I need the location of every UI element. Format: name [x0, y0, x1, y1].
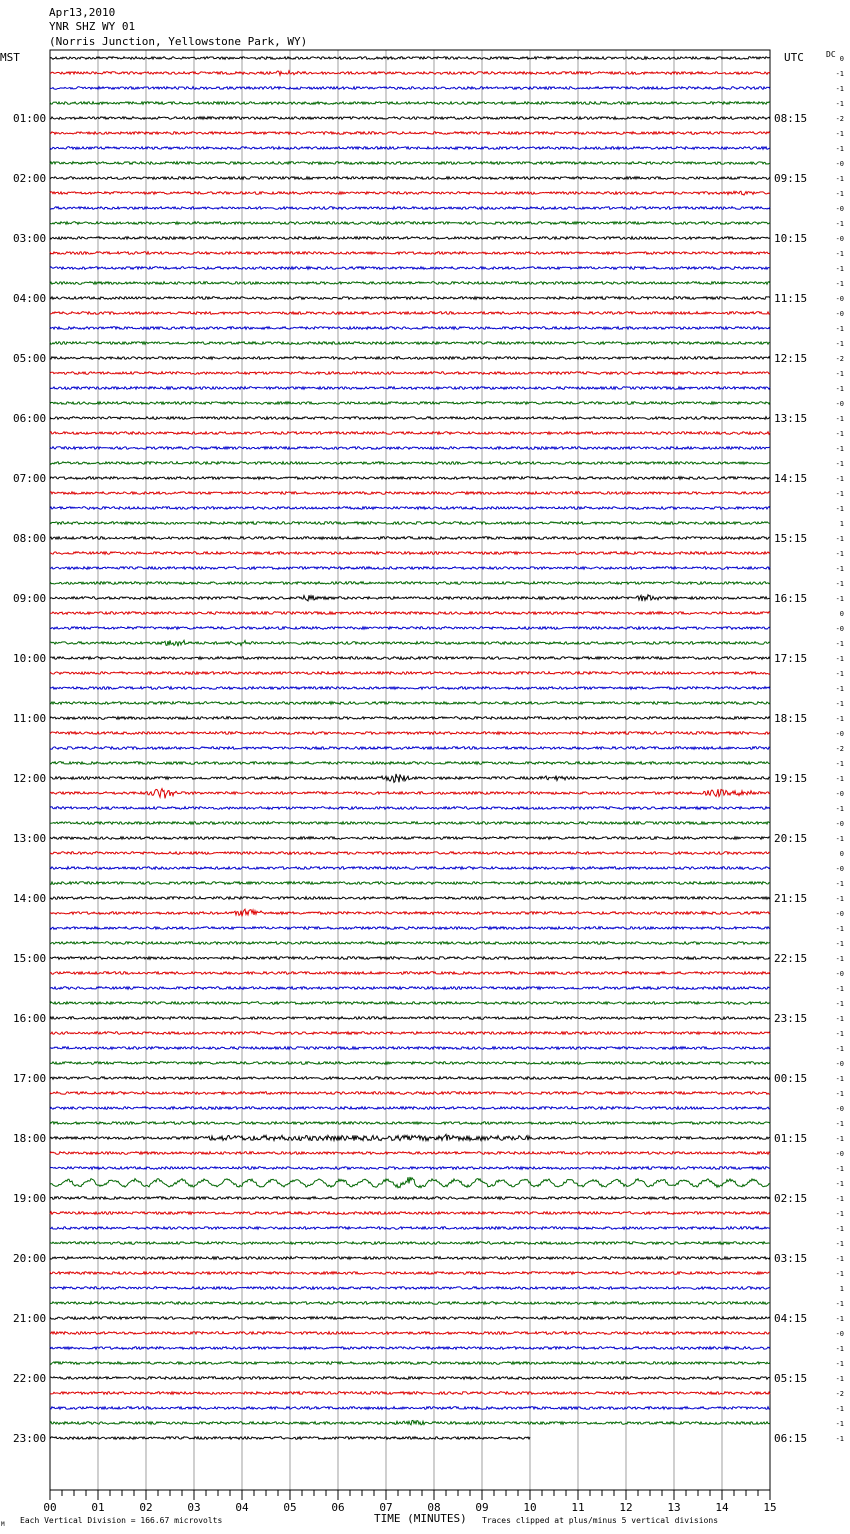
trace-line: [50, 732, 770, 735]
dc-offset-label: -1: [835, 1210, 844, 1218]
station-title: YNR SHZ WY 01: [49, 20, 136, 33]
trace-line: [50, 297, 770, 300]
utc-hour-label: 15:15: [774, 532, 808, 545]
clip-note: Traces clipped at plus/minus 5 vertical divisions: [482, 1516, 719, 1525]
trace-line: [50, 1152, 770, 1155]
dc-offset-label: -1: [835, 880, 844, 888]
date-title: Apr13,2010: [49, 6, 116, 19]
dc-offset-label: -1: [835, 265, 844, 273]
utc-hour-label: 11:15: [774, 292, 808, 305]
utc-hour-label: 13:15: [774, 412, 808, 425]
dc-offset-label: 1: [839, 520, 844, 528]
mst-hour-label: 01:00: [13, 112, 47, 125]
dc-offset-label: -1: [835, 460, 844, 468]
trace-line: [50, 492, 770, 495]
trace-line: [50, 957, 770, 960]
utc-hour-label: 06:15: [774, 1432, 808, 1445]
x-tick-label: 00: [43, 1501, 57, 1514]
trace-line: [50, 612, 770, 615]
dc-offset-label: -1: [835, 940, 844, 948]
dc-offset-label: -1: [835, 445, 844, 453]
dc-offset-label: -0: [835, 970, 844, 978]
dc-offset-label: -1: [835, 175, 844, 183]
trace-line: [50, 942, 770, 945]
trace-line: [50, 972, 770, 975]
dc-offset-label: -0: [835, 400, 844, 408]
utc-hour-label: 04:15: [774, 1312, 808, 1325]
dc-offset-label: -1: [835, 145, 844, 153]
location-title: (Norris Junction, Yellowstone Park, WY): [49, 35, 308, 48]
dc-offset-label: -1: [835, 370, 844, 378]
trace-line: [50, 1062, 770, 1065]
trace-line: [50, 837, 770, 840]
utc-hour-labels: [774, 112, 807, 1445]
trace-line: [50, 162, 770, 165]
dc-offset-label: -1: [835, 1120, 844, 1128]
dc-offset-label: -1: [835, 325, 844, 333]
dc-offset-label: -1: [835, 595, 844, 603]
trace-line: [50, 432, 770, 435]
trace-line: [50, 87, 770, 90]
trace-line: [50, 1002, 770, 1005]
trace-line: [50, 402, 770, 405]
dc-offset-label: -1: [835, 1180, 844, 1188]
trace-line: [50, 1107, 770, 1110]
dc-offset-label: -1: [835, 130, 844, 138]
dc-offset-label: -1: [835, 1255, 844, 1263]
mst-hour-label: 14:00: [13, 892, 47, 905]
trace-line: [50, 687, 770, 690]
trace-line: [50, 1257, 770, 1260]
utc-hour-label: 17:15: [774, 652, 808, 665]
trace-line: [50, 595, 770, 601]
utc-hour-label: 20:15: [774, 832, 808, 845]
trace-line: [50, 627, 770, 630]
trace-line: [50, 702, 770, 705]
mst-hour-label: 07:00: [13, 472, 47, 485]
dc-offset-label: -1: [835, 685, 844, 693]
x-tick-label: 10: [523, 1501, 537, 1514]
dc-offset-label: -2: [835, 355, 844, 363]
dc-offset-label: 0: [839, 610, 844, 618]
mst-hour-label: 16:00: [13, 1012, 47, 1025]
trace-line: [50, 882, 770, 885]
dc-offset-label: -1: [835, 1420, 844, 1428]
dc-offset-label: -2: [835, 1390, 844, 1398]
trace-line: [50, 1317, 770, 1320]
dc-offset-label: -1: [835, 70, 844, 78]
dc-offset-label: -1: [835, 430, 844, 438]
dc-offset-label: -0: [835, 235, 844, 243]
x-tick-label: 05: [283, 1501, 297, 1514]
trace-line: [50, 57, 770, 60]
trace-line: [50, 522, 770, 525]
mst-hour-label: 12:00: [13, 772, 47, 785]
trace-line: [50, 342, 770, 345]
dc-offset-label: -1: [835, 925, 844, 933]
trace-line: [50, 789, 770, 799]
dc-offset-label: -1: [835, 220, 844, 228]
dc-offset-label: -0: [835, 1330, 844, 1338]
utc-hour-label: 02:15: [774, 1192, 808, 1205]
trace-line: [50, 102, 770, 105]
dc-offset-label: -1: [835, 1075, 844, 1083]
x-tick-label: 09: [475, 1501, 489, 1514]
utc-hour-label: 05:15: [774, 1372, 808, 1385]
trace-line: [50, 807, 770, 810]
trace-line: [50, 1197, 770, 1200]
mst-hour-label: 10:00: [13, 652, 47, 665]
mst-hour-label: 21:00: [13, 1312, 47, 1325]
trace-line: [50, 1167, 770, 1170]
utc-hour-label: 08:15: [774, 112, 808, 125]
trace-line: [50, 537, 770, 540]
dc-offset-label: -1: [835, 805, 844, 813]
dc-offset-label: -1: [835, 505, 844, 513]
dc-offset-label: -2: [835, 115, 844, 123]
trace-line: [50, 582, 770, 585]
dc-offset-label: -0: [835, 310, 844, 318]
trace-line: [50, 177, 770, 180]
trace-line: [50, 1032, 770, 1035]
trace-line: [50, 897, 770, 900]
trace-line: [50, 252, 770, 255]
trace-line: [50, 1272, 770, 1275]
dc-offset-label: -1: [835, 1015, 844, 1023]
dc-offset-label: -1: [835, 715, 844, 723]
trace-line: [50, 357, 770, 360]
trace-line: [50, 1377, 770, 1380]
dc-offset-label: -0: [835, 205, 844, 213]
trace-line: [50, 1392, 770, 1395]
dc-offset-label: -1: [835, 1045, 844, 1053]
dc-offset-label: -1: [835, 565, 844, 573]
trace-line: [50, 1134, 770, 1140]
dc-offset-label: -1: [835, 835, 844, 843]
utc-hour-label: 21:15: [774, 892, 808, 905]
trace-line: [50, 1047, 770, 1050]
trace-line: [50, 567, 770, 570]
utc-hour-label: 00:15: [774, 1072, 808, 1085]
mst-hour-label: 17:00: [13, 1072, 47, 1085]
trace-line: [50, 507, 770, 510]
mst-hour-label: 08:00: [13, 532, 47, 545]
utc-hour-label: 22:15: [774, 952, 808, 965]
x-axis-label: TIME (MINUTES): [374, 1512, 467, 1525]
trace-line: [50, 312, 770, 315]
dc-offset-label: -1: [835, 250, 844, 258]
trace-line: [50, 387, 770, 390]
dc-offset-label: -1: [835, 1270, 844, 1278]
dc-offset-label: -1: [835, 1135, 844, 1143]
dc-offset-label: -0: [835, 865, 844, 873]
dc-offset-label: -1: [835, 955, 844, 963]
dc-offset-label: -1: [835, 775, 844, 783]
dc-column-header: DC: [826, 50, 836, 59]
utc-hour-label: 10:15: [774, 232, 808, 245]
dc-offset-label: 1: [839, 1285, 844, 1293]
trace-line: [50, 640, 770, 646]
dc-offset-label: -1: [835, 1300, 844, 1308]
dc-offset-label: -1: [835, 475, 844, 483]
dc-offset-label: -1: [835, 1240, 844, 1248]
dc-offset-label: 0: [839, 850, 844, 858]
trace-line: [50, 1177, 770, 1188]
utc-hour-label: 23:15: [774, 1012, 808, 1025]
x-tick-label: 07: [379, 1501, 393, 1514]
mst-hour-label: 22:00: [13, 1372, 47, 1385]
trace-line: [50, 237, 770, 240]
dc-offset-label: -1: [835, 340, 844, 348]
trace-line: [50, 762, 770, 765]
x-tick-label: 03: [187, 1501, 201, 1514]
x-tick-label: 14: [715, 1501, 729, 1514]
trace-line: [50, 447, 770, 450]
dc-offset-label: -1: [835, 1360, 844, 1368]
trace-line: [50, 222, 770, 225]
dc-offset-label: -0: [835, 910, 844, 918]
dc-offset-label: -1: [835, 1165, 844, 1173]
mst-hour-label: 09:00: [13, 592, 47, 605]
dc-offset-label: -1: [835, 1405, 844, 1413]
trace-line: [50, 552, 770, 555]
dc-offset-label: -2: [835, 745, 844, 753]
dc-offset-label: -1: [835, 700, 844, 708]
x-tick-label: 02: [139, 1501, 153, 1514]
dc-offset-label: -1: [835, 640, 844, 648]
dc-offset-label: -0: [835, 730, 844, 738]
trace-line: [50, 462, 770, 465]
mst-hour-label: 20:00: [13, 1252, 47, 1265]
trace-line: [50, 207, 770, 210]
mst-hour-labels: [13, 112, 46, 1445]
mst-hour-label: 15:00: [13, 952, 47, 965]
dc-offset-label: -1: [835, 1345, 844, 1353]
dc-offset-label: -1: [835, 415, 844, 423]
trace-line: [50, 477, 770, 480]
dc-offset-label: -1: [835, 280, 844, 288]
left-timezone-label: MST: [0, 51, 20, 64]
trace-line: [50, 1420, 770, 1425]
trace-line: [50, 1077, 770, 1080]
trace-line: [50, 1287, 770, 1290]
dc-offset-label: -1: [835, 895, 844, 903]
trace-line: [50, 1302, 770, 1305]
dc-offset-label: -1: [835, 985, 844, 993]
dc-offset-label: -1: [835, 190, 844, 198]
trace-line: [50, 1227, 770, 1230]
corner-mark: M: [1, 1521, 5, 1528]
utc-hour-label: 09:15: [774, 172, 808, 185]
trace-line: [50, 1347, 770, 1350]
x-tick-label: 06: [331, 1501, 345, 1514]
trace-line: [50, 71, 770, 75]
trace-line: [50, 987, 770, 990]
trace-line: [50, 852, 770, 855]
dc-offset-label: -1: [835, 1030, 844, 1038]
trace-line: [50, 1092, 770, 1095]
trace-line: [50, 927, 770, 930]
trace-line: [50, 774, 770, 783]
dc-offset-label: -1: [835, 670, 844, 678]
utc-hour-label: 12:15: [774, 352, 808, 365]
dc-offset-label: -0: [835, 1105, 844, 1113]
trace-line: [50, 191, 770, 195]
dc-offset-label: -1: [835, 1195, 844, 1203]
mst-hour-label: 23:00: [13, 1432, 47, 1445]
mst-hour-label: 11:00: [13, 712, 47, 725]
dc-offset-label: -1: [835, 85, 844, 93]
dc-offset-label: -1: [835, 1000, 844, 1008]
dc-offset-label: -1: [835, 535, 844, 543]
trace-line: [50, 1407, 770, 1410]
trace-line: [50, 909, 770, 916]
utc-hour-label: 03:15: [774, 1252, 808, 1265]
dc-offset-label: -1: [835, 1225, 844, 1233]
dc-offset-label: -0: [835, 790, 844, 798]
trace-line: [50, 327, 770, 330]
dc-offset-label: -1: [835, 1090, 844, 1098]
dc-offset-label: -1: [835, 100, 844, 108]
mst-hour-label: 02:00: [13, 172, 47, 185]
trace-line: [50, 267, 770, 270]
utc-hour-label: 14:15: [774, 472, 808, 485]
trace-line: [50, 117, 770, 120]
trace-line: [50, 672, 770, 675]
mst-hour-label: 04:00: [13, 292, 47, 305]
mst-hour-label: 18:00: [13, 1132, 47, 1145]
mst-hour-label: 03:00: [13, 232, 47, 245]
dc-offset-label: -1: [835, 385, 844, 393]
dc-offset-label: -1: [835, 1375, 844, 1383]
dc-offset-label: -0: [835, 1150, 844, 1158]
dc-offset-label: -0: [835, 625, 844, 633]
dc-offset-label: -1: [835, 1315, 844, 1323]
utc-hour-label: 16:15: [774, 592, 808, 605]
trace-line: [50, 747, 770, 750]
trace-line: [50, 657, 770, 660]
trace-line: [50, 1122, 770, 1125]
x-tick-label: 12: [619, 1501, 633, 1514]
dc-offset-label: -1: [835, 490, 844, 498]
trace-line: [50, 1017, 770, 1020]
x-tick-label: 01: [91, 1501, 105, 1514]
dc-offset-label: -1: [835, 550, 844, 558]
trace-line: [50, 1362, 770, 1365]
trace-line: [50, 1242, 770, 1245]
trace-line: [50, 1212, 770, 1215]
dc-offset-label: -1: [835, 760, 844, 768]
x-tick-label: 13: [667, 1501, 681, 1514]
dc-offset-label: -0: [835, 820, 844, 828]
mst-hour-label: 06:00: [13, 412, 47, 425]
x-tick-label: 11: [571, 1501, 585, 1514]
x-tick-label: 15: [763, 1501, 777, 1514]
x-tick-label: 04: [235, 1501, 249, 1514]
dc-offset-label: -1: [835, 655, 844, 663]
vertical-division-note: Each Vertical Division = 166.67 microvolts: [20, 1516, 223, 1525]
mst-hour-label: 05:00: [13, 352, 47, 365]
trace-line: [50, 1332, 770, 1335]
dc-offset-label: -0: [835, 295, 844, 303]
utc-hour-label: 18:15: [774, 712, 808, 725]
trace-line: [50, 282, 770, 285]
right-timezone-label: UTC: [784, 51, 804, 64]
dc-offset-label: -1: [835, 1435, 844, 1443]
dc-offset-labels: [836, 55, 844, 1443]
dc-offset-label: 0: [839, 55, 844, 63]
x-axis: [43, 1490, 776, 1514]
seismic-traces: [50, 57, 770, 1440]
trace-line: [50, 372, 770, 375]
dc-offset-label: -1: [835, 580, 844, 588]
trace-line: [50, 147, 770, 150]
trace-line: [50, 822, 770, 825]
trace-line: [50, 867, 770, 870]
mst-hour-label: 19:00: [13, 1192, 47, 1205]
dc-offset-label: -0: [835, 1060, 844, 1068]
dc-offset-label: -0: [835, 160, 844, 168]
trace-line: [50, 717, 770, 720]
mst-hour-label: 13:00: [13, 832, 47, 845]
utc-hour-label: 01:15: [774, 1132, 808, 1145]
trace-line: [50, 417, 770, 420]
utc-hour-label: 19:15: [774, 772, 808, 785]
trace-line: [50, 132, 770, 135]
x-tick-label: 08: [427, 1501, 441, 1514]
